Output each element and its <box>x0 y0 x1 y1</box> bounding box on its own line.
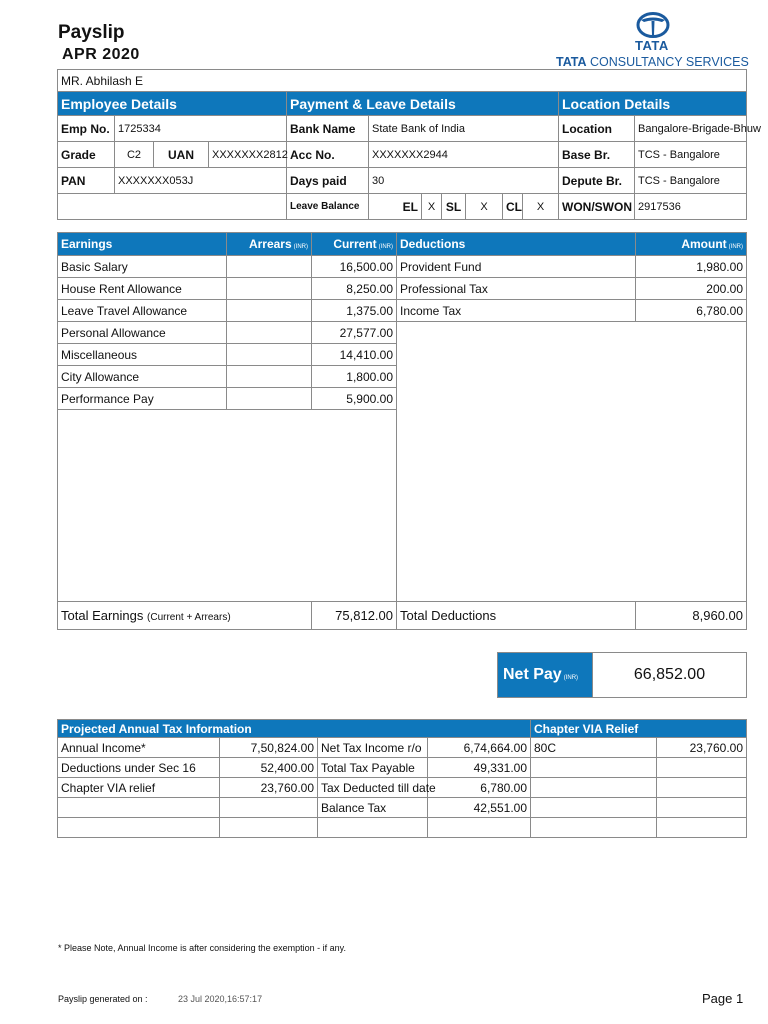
net-pay-box <box>497 652 747 698</box>
tax-label <box>318 818 428 838</box>
net-pay-inr: (INR) <box>563 675 579 681</box>
arrears-header <box>227 233 312 256</box>
tax-label: Tax Deducted till date <box>318 778 428 798</box>
tax-label <box>58 818 220 838</box>
net-pay-label <box>498 653 593 698</box>
tax-value <box>220 818 318 838</box>
tax-value: 42,551.00 <box>428 798 531 818</box>
arrears-header-text: Arrears <box>248 237 292 251</box>
tax-value: 7,50,824.00 <box>220 738 318 758</box>
tax-label: Net Tax Income r/o <box>318 738 428 758</box>
tax-value <box>220 798 318 818</box>
company-logo <box>556 10 748 72</box>
location-value: Bangalore-Brigade-Bhuw <box>635 116 747 142</box>
tax-value: 49,331.00 <box>428 758 531 778</box>
tax-label: Chapter VIA relief <box>58 778 220 798</box>
brand-full-bold: TATA <box>556 55 587 69</box>
uan-label: UAN <box>154 142 209 168</box>
deductions-empty-area <box>397 322 747 602</box>
via-label <box>531 758 657 778</box>
earning-arrears <box>227 278 312 300</box>
via-label <box>531 818 657 838</box>
earnings-empty-cell <box>58 410 397 602</box>
tax-value: 52,400.00 <box>220 758 318 778</box>
grade-label: Grade <box>58 142 115 168</box>
table-row <box>58 818 747 838</box>
total-deductions-value: 8,960.00 <box>636 602 747 630</box>
earning-name: City Allowance <box>58 366 227 388</box>
acc-no-label: Acc No. <box>287 142 369 168</box>
earning-name: Miscellaneous <box>58 344 227 366</box>
location-details-header: Location Details <box>559 92 747 116</box>
generated-on-label: Payslip generated on : <box>58 994 148 1004</box>
payment-leave-header: Payment & Leave Details <box>287 92 559 116</box>
bank-name-value: State Bank of India <box>369 116 559 142</box>
page-number: Page 1 <box>702 991 744 1006</box>
deduction-amount: 200.00 <box>636 278 747 300</box>
earning-current: 5,900.00 <box>312 388 397 410</box>
via-label <box>531 798 657 818</box>
table-row <box>58 322 747 344</box>
brand-full-rest: CONSULTANCY SERVICES <box>586 55 749 69</box>
tax-value: 6,74,664.00 <box>428 738 531 758</box>
earnings-deductions-table <box>57 232 747 630</box>
deduction-amount: 1,980.00 <box>636 256 747 278</box>
emp-no-label: Emp No. <box>58 116 115 142</box>
deduction-name: Income Tax <box>397 300 636 322</box>
table-row <box>58 300 747 322</box>
earning-arrears <box>227 300 312 322</box>
table-row <box>58 778 747 798</box>
pan-label: PAN <box>58 168 115 194</box>
total-earnings-text: Total Earnings <box>61 608 144 623</box>
totals-row <box>58 602 747 630</box>
earning-name: Leave Travel Allowance <box>58 300 227 322</box>
employee-name: MR. Abhilash E <box>58 70 747 92</box>
tax-value: 6,780.00 <box>428 778 531 798</box>
sl-label: SL <box>442 194 466 220</box>
employee-details-table <box>57 69 761 220</box>
bank-name-label: Bank Name <box>287 116 369 142</box>
earning-name: House Rent Allowance <box>58 278 227 300</box>
earning-name: Performance Pay <box>58 388 227 410</box>
current-header-text: Current <box>333 237 377 251</box>
net-pay-text: Net Pay <box>503 666 562 683</box>
tax-value <box>428 818 531 838</box>
projected-tax-header: Projected Annual Tax Information <box>58 720 531 738</box>
pay-period: APR 2020 <box>62 46 140 63</box>
days-paid-value: 30 <box>369 168 559 194</box>
days-paid-label: Days paid <box>287 168 369 194</box>
via-label <box>531 778 657 798</box>
total-earnings-value: 75,812.00 <box>312 602 397 630</box>
tax-label: Deductions under Sec 16 <box>58 758 220 778</box>
arrears-inr: (INR) <box>293 244 308 250</box>
net-pay-value: 66,852.00 <box>593 653 747 698</box>
table-row <box>58 256 747 278</box>
via-value <box>657 758 747 778</box>
chapter-via-header: Chapter VIA Relief <box>531 720 747 738</box>
empty-cell <box>58 194 287 220</box>
amount-inr: (INR) <box>728 244 743 250</box>
el-label: EL <box>369 194 422 220</box>
tax-label <box>58 798 220 818</box>
earning-current: 16,500.00 <box>312 256 397 278</box>
total-earnings-label <box>58 602 312 630</box>
total-earnings-sub: (Current + Arrears) <box>147 612 231 623</box>
table-row <box>58 758 747 778</box>
generated-on-value: 23 Jul 2020,16:57:17 <box>178 994 263 1004</box>
earning-current: 27,577.00 <box>312 322 397 344</box>
brand-full <box>556 55 749 69</box>
tax-label: Annual Income* <box>58 738 220 758</box>
tata-emblem-icon <box>636 12 670 38</box>
annual-income-note: * Please Note, Annual Income is after considering the exemption - if any. <box>58 943 346 953</box>
earning-arrears <box>227 256 312 278</box>
tax-value: 23,760.00 <box>220 778 318 798</box>
brand-short: TATA <box>635 38 669 53</box>
earning-current: 14,410.00 <box>312 344 397 366</box>
table-row <box>58 278 747 300</box>
deduction-amount: 6,780.00 <box>636 300 747 322</box>
projected-tax-table <box>57 719 747 838</box>
leave-balance-label: Leave Balance <box>287 194 369 220</box>
deduction-name: Provident Fund <box>397 256 636 278</box>
pan-value: XXXXXXX053J <box>115 168 287 194</box>
earning-arrears <box>227 366 312 388</box>
acc-no-value: XXXXXXX2944 <box>369 142 559 168</box>
current-header <box>312 233 397 256</box>
earning-name: Personal Allowance <box>58 322 227 344</box>
current-inr: (INR) <box>378 244 393 250</box>
emp-no-value: 1725334 <box>115 116 287 142</box>
table-row <box>58 798 747 818</box>
employee-details-header: Employee Details <box>58 92 287 116</box>
earning-current: 1,800.00 <box>312 366 397 388</box>
deduction-name: Professional Tax <box>397 278 636 300</box>
cl-value: X <box>523 194 559 220</box>
depute-branch-label: Depute Br. <box>559 168 635 194</box>
won-label: WON/SWON <box>559 194 635 220</box>
grade-value: C2 <box>115 142 154 168</box>
via-value <box>657 798 747 818</box>
sl-value: X <box>466 194 503 220</box>
earnings-header: Earnings <box>58 233 227 256</box>
via-value <box>657 818 747 838</box>
tax-label: Total Tax Payable <box>318 758 428 778</box>
el-value: X <box>422 194 442 220</box>
earning-arrears <box>227 388 312 410</box>
uan-value: XXXXXXX2812 <box>209 142 287 168</box>
amount-header-text: Amount <box>681 237 727 251</box>
tax-label: Balance Tax <box>318 798 428 818</box>
total-deductions-label: Total Deductions <box>397 602 636 630</box>
cl-label: CL <box>503 194 523 220</box>
location-label: Location <box>559 116 635 142</box>
earning-current: 1,375.00 <box>312 300 397 322</box>
via-value <box>657 778 747 798</box>
depute-branch-value: TCS - Bangalore <box>635 168 747 194</box>
table-row <box>58 738 747 758</box>
page-title: Payslip <box>58 22 125 43</box>
earning-current: 8,250.00 <box>312 278 397 300</box>
earning-arrears <box>227 344 312 366</box>
won-value: 2917536 <box>635 194 747 220</box>
base-branch-value: TCS - Bangalore <box>635 142 747 168</box>
earning-arrears <box>227 322 312 344</box>
via-value: 23,760.00 <box>657 738 747 758</box>
base-branch-label: Base Br. <box>559 142 635 168</box>
deductions-header: Deductions <box>397 233 636 256</box>
earning-name: Basic Salary <box>58 256 227 278</box>
via-label: 80C <box>531 738 657 758</box>
amount-header <box>636 233 747 256</box>
